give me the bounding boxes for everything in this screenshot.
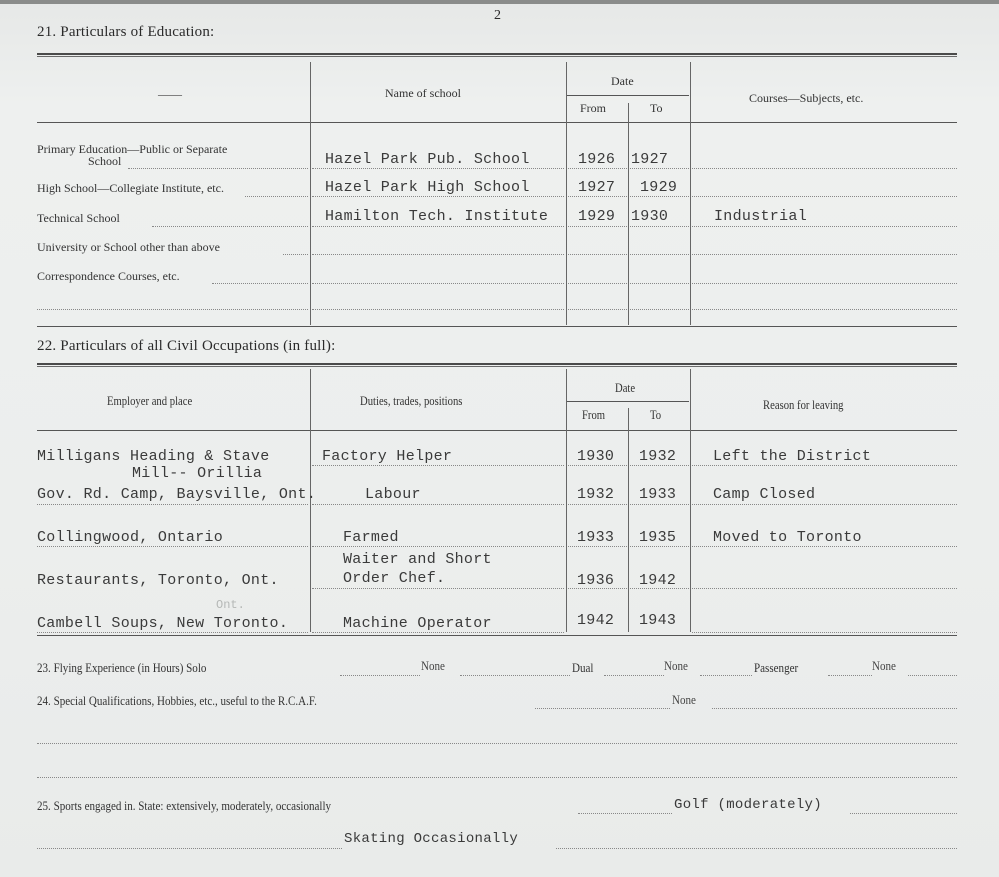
page-number: 2	[494, 8, 501, 23]
occ-header-date: Date	[615, 380, 636, 395]
edu-bottom-rule	[37, 326, 957, 327]
occ-duties: Labour	[365, 486, 421, 503]
edu-to-technical: 1930	[631, 208, 669, 225]
edu-col-divider-2	[566, 62, 567, 325]
occ-header-bottom-rule	[37, 430, 957, 431]
flying-solo-value: None	[421, 658, 445, 673]
edu-col-divider-4	[690, 62, 691, 325]
edu-from-high: 1927	[578, 179, 616, 196]
edu-header-from: From	[580, 101, 607, 115]
occ-date-divider	[567, 401, 689, 402]
edu-row-label: Technical School	[37, 211, 120, 225]
edu-col-divider-3	[628, 103, 629, 325]
occ-col-divider-3	[628, 408, 629, 632]
edu-school-primary: Hazel Park Pub. School	[325, 151, 530, 168]
occ-employer-line2: Mill-- Orillia	[132, 465, 263, 482]
section-21-top-rule	[37, 53, 957, 57]
edu-to-high: 1929	[640, 179, 678, 196]
flying-dual-label: Dual	[572, 660, 594, 675]
flying-dual-value: None	[664, 658, 688, 673]
occ-reason: Camp Closed	[713, 486, 816, 503]
blank-line-2	[37, 777, 957, 778]
occ-from: 1936	[577, 572, 615, 589]
occ-duties: Machine Operator	[343, 615, 492, 632]
sports-label: 25. Sports engaged in. State: extensively, moderately, occasionally	[37, 798, 332, 813]
occ-from: 1942	[577, 612, 615, 629]
occ-employer: Milligans Heading & Stave	[37, 448, 270, 465]
edu-header-to: To	[650, 101, 663, 115]
occ-to: 1935	[639, 529, 677, 546]
edu-row-label: Primary Education—Public or Separate	[37, 142, 228, 156]
scan-top-edge	[0, 0, 999, 4]
occ-employer: Gov. Rd. Camp, Baysville, Ont.	[37, 486, 317, 503]
occ-header-reason: Reason for leaving	[763, 397, 844, 412]
edu-school-technical: Hamilton Tech. Institute	[325, 208, 549, 225]
occ-employer: Collingwood, Ontario	[37, 529, 224, 546]
edu-header-date: Date	[611, 74, 634, 88]
section-21-title: 21. Particulars of Education:	[37, 24, 215, 40]
occ-employer: Restaurants, Toronto, Ont.	[37, 572, 279, 589]
faint-overprint: Ont.	[216, 598, 245, 612]
edu-to-primary: 1927	[631, 151, 669, 168]
flying-experience-label: 23. Flying Experience (in Hours) Solo	[37, 660, 207, 675]
section-22-top-rule	[37, 363, 957, 367]
edu-row-label: University or School other than above	[37, 240, 220, 254]
flying-passenger-value: None	[872, 658, 896, 673]
occ-header-from: From	[582, 407, 606, 422]
occ-to: 1933	[639, 486, 677, 503]
occ-col-divider-2	[566, 369, 567, 632]
occ-reason: Moved to Toronto	[713, 529, 862, 546]
edu-header-bottom-rule	[37, 122, 957, 123]
occ-employer: Cambell Soups, New Toronto.	[37, 615, 289, 632]
sports-value-1: Golf (moderately)	[674, 797, 822, 813]
occ-header-to: To	[650, 407, 662, 422]
occ-header-duties: Duties, trades, positions	[360, 393, 463, 408]
edu-from-primary: 1926	[578, 151, 616, 168]
occ-col-divider-4	[690, 369, 691, 632]
occ-duties-line2: Order Chef.	[343, 570, 446, 587]
edu-school-high: Hazel Park High School	[325, 179, 530, 196]
edu-courses-technical: Industrial	[714, 208, 808, 225]
edu-row-label: High School—Collegiate Institute, etc.	[37, 181, 224, 195]
sports-value-2: Skating Occasionally	[344, 831, 519, 847]
special-qualifications-value: None	[672, 692, 696, 707]
occ-duties: Farmed	[343, 529, 399, 546]
occ-header-employer: Employer and place	[107, 393, 193, 408]
edu-header-name-of-school: Name of school	[385, 86, 461, 100]
occ-duties: Waiter and Short	[343, 551, 492, 568]
edu-date-divider	[567, 95, 689, 96]
occ-to: 1942	[639, 572, 677, 589]
occ-bottom-rule	[37, 635, 957, 636]
edu-col-divider-1	[310, 62, 311, 325]
occ-reason: Left the District	[713, 448, 872, 465]
occ-to: 1943	[639, 612, 677, 629]
occ-from: 1932	[577, 486, 615, 503]
edu-header-col1: ——	[158, 87, 182, 101]
blank-line-1	[37, 743, 957, 744]
flying-passenger-label: Passenger	[754, 660, 799, 675]
occ-duties: Factory Helper	[322, 448, 453, 465]
occ-from: 1933	[577, 529, 615, 546]
section-22-title: 22. Particulars of all Civil Occupations (in full):	[37, 338, 336, 354]
edu-header-courses: Courses—Subjects, etc.	[749, 91, 864, 105]
occ-to: 1932	[639, 448, 677, 465]
special-qualifications-label: 24. Special Qualifications, Hobbies, etc., useful to the R.C.A.F.	[37, 693, 317, 708]
occ-from: 1930	[577, 448, 615, 465]
edu-from-technical: 1929	[578, 208, 616, 225]
edu-row-label: Correspondence Courses, etc.	[37, 269, 180, 283]
edu-row-label-2: School	[88, 154, 122, 168]
